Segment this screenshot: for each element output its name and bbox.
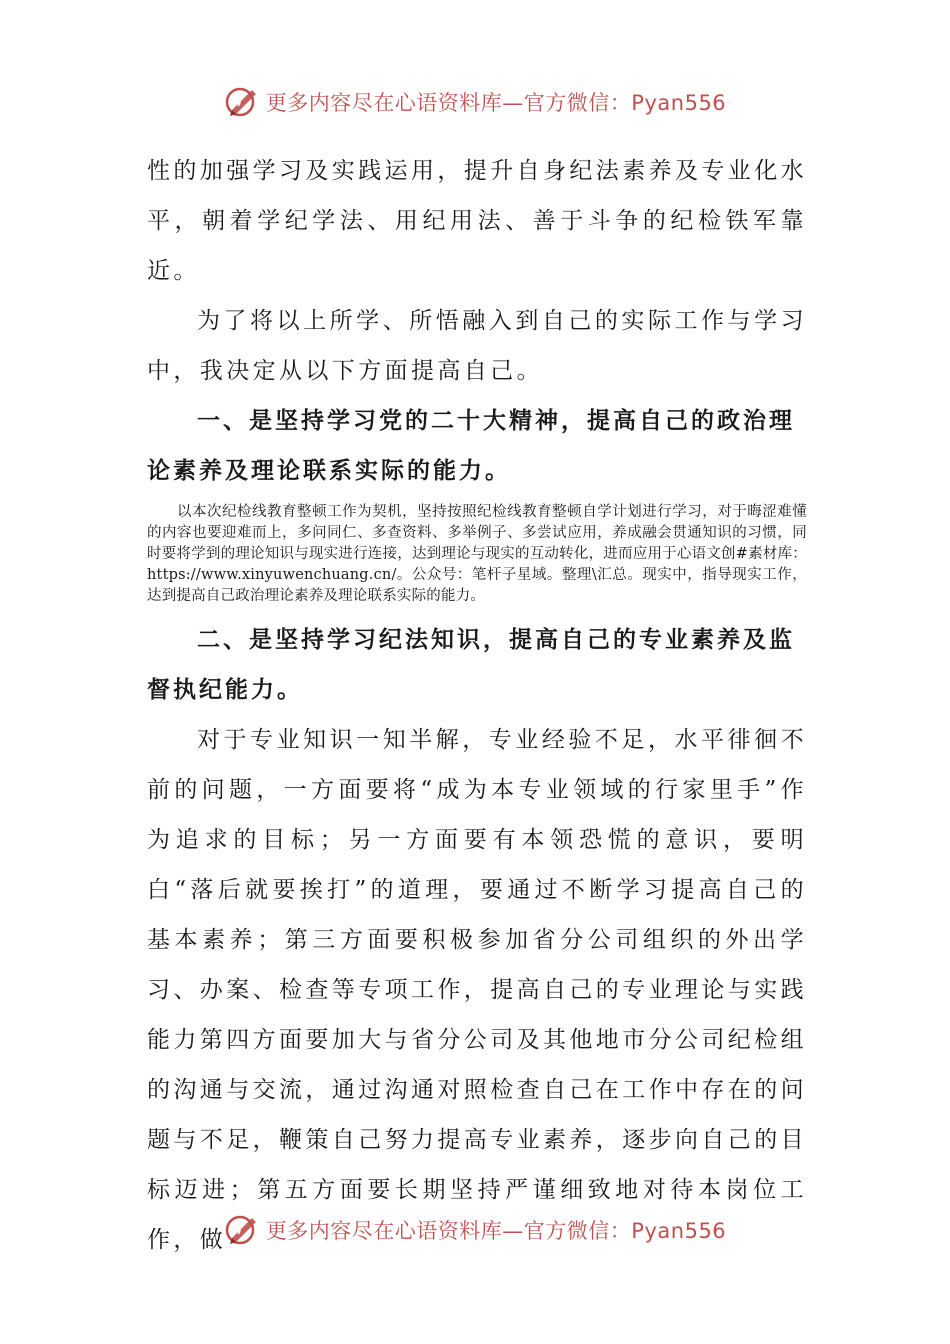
pen-logo-icon [224,1212,260,1248]
section-heading-1: 一、是坚持学习党的二十大精神，提高自己的政治理论素养及理论联系实际的能力。 [147,408,795,484]
paragraph-intro: 为了将以上所学、所悟融入到自己的实际工作与学习中，我决定从以下方面提高自己。 [147,308,807,384]
section-heading-2: 二、是坚持学习纪法知识，提高自己的专业素养及监督执纪能力。 [147,627,795,703]
document-body [147,146,807,1265]
footer-banner [0,1208,950,1252]
footer-banner-text: 更多内容尽在心语资料库—官方微信：Pyan556 [265,1219,727,1243]
pen-logo-icon [224,84,260,120]
header-banner [0,80,950,124]
section-1-paragraph: 以本次纪检线教育整顿工作为契机，坚持按照纪检线教育整顿自学计划进行学习，对于晦涩难懂的内容也要迎难而上，多问同仁、多查资料、多举例子、多尝试应用，养成融会贯通知识的习惯，同时要将学到的理论知识与现实进行连接，达到理论与现实的互动转化，进而应用于心语文创#素材库：https://www.xinyuwenchuang.cn/。公众号：笔杆子星域。整理\汇总。现实中，指导现实工作，达到提高自己政治理论素养及理论联系实际的能力。 [147,504,807,604]
header-banner-text: 更多内容尽在心语资料库—官方微信：Pyan556 [265,91,727,115]
section-2-paragraph: 对于专业知识一知半解，专业经验不足，水平徘徊不前的问题，一方面要将“成为本专业领域的行家里手”作为追求的目标；另一方面要有本领恐慌的意识，要明白“落后就要挨打”的道理，要通过不断学习提高自己的基本素养；第三方面要积极参加省分公司组织的外出学习、办案、检查等专项工作，提高自己的专业理论与实践能力第四方面要加大与省分公司及其他地市分公司纪检组的沟通与交流，通过沟通对照检查自己在工作中存在的问题与不足，鞭策自己努力提高专业素养，逐步向自己的目标迈进；第五方面要长期坚持严谨细致地对待本岗位工作，做 [147,727,807,1253]
paragraph-continuation: 性的加强学习及实践运用，提升自身纪法素养及专业化水平，朝着学纪学法、用纪用法、善于斗争的纪检铁军靠近。 [147,158,807,284]
